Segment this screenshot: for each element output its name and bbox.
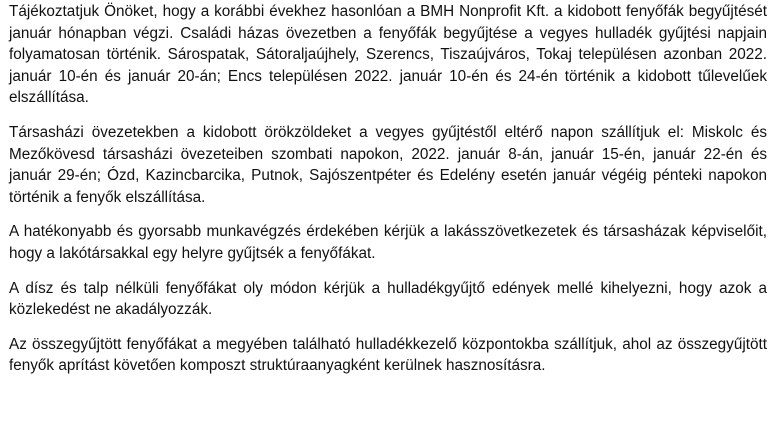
paragraph-placement-instructions: A dísz és talp nélküli fenyőfákat oly módon kérjük a hulladékgyűjtő edények mellé kihelyezni, hogy azok a közlekedést ne akadályozzák.	[9, 279, 767, 319]
paragraph-cooperation-request: A hatékonyabb és gyorsabb munkavégzés érdekében kérjük a lakásszövetkezetek és társasházak képviselőit, hogy a lakótársakkal egy helyre gyűjtsék a fenyőfákat.	[9, 223, 767, 262]
paragraph-recycling-info: Az összegyűjtött fenyőfákat a megyében található hulladékkezelő központokba szállítjuk, ahol az összegyűjtött fenyők aprítást követően komposzt struktúraanyagként kerülnek hasznosításra.	[9, 335, 767, 375]
paragraph-collection-schedule: Tájékoztatjuk Önöket, hogy a korábbi évekhez hasonlóan a BMH Nonprofit Kft. a kidobott fenyőfák begyűjtését január hónapban végzi. Családi házas övezetben a fenyőfák begyűjtése a vegyes hulladék gyűjtési napjain folyamatosan történik. Sárospatak, Sátoraljaújhely, Szerencs, Tiszaújváros, Tokaj településen azonban 2022. január 10-én és január 20-án; Encs településen 2022. január 10-én és 24-én történik a kidobott tűlevelűek elszállítása.	[9, 3, 767, 107]
document-body	[9, 1, 767, 377]
paragraph-apartment-collection: Társasházi övezetekben a kidobott örökzöldeket a vegyes gyűjtéstől eltérő napon szállítjuk el: Miskolc és Mezőkövesd társasházi övezeteiben szombati napokon, 2022. január 8-án, január 15-én, január 22-én és január 29-én; Ózd, Kazincbarcika, Putnok, Sajószentpéter és Edelény esetén január végéig pénteki napokon történik a fenyők elszállítása.	[9, 123, 767, 206]
